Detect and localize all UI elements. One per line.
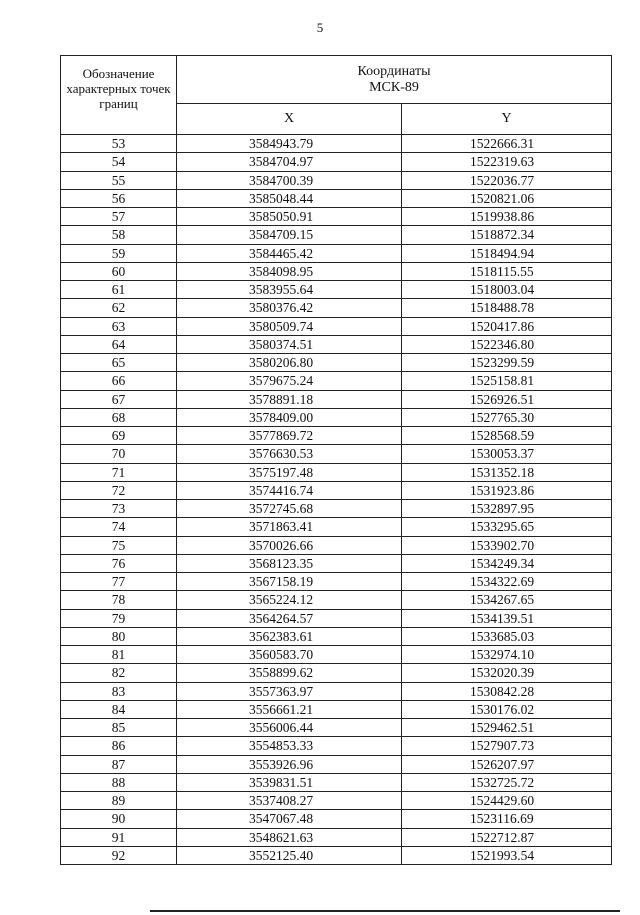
y-coordinate-cell: 1534267.65 [402,591,612,609]
table-row [61,281,612,299]
x-coordinate-cell: 3556006.44 [177,719,402,737]
point-number-cell: 59 [61,244,177,262]
table-row [61,244,612,262]
table-row [61,664,612,682]
coordinates-table [60,55,612,865]
x-coordinate-cell: 3558899.62 [177,664,402,682]
x-coordinate-cell: 3553926.96 [177,755,402,773]
y-coordinate-cell: 1531923.86 [402,481,612,499]
x-coordinate-cell: 3584465.42 [177,244,402,262]
table-row [61,208,612,226]
table-row [61,792,612,810]
y-coordinate-cell: 1518872.34 [402,226,612,244]
x-coordinate-cell: 3565224.12 [177,591,402,609]
point-number-cell: 66 [61,372,177,390]
point-number-cell: 65 [61,354,177,372]
y-coordinate-cell: 1532974.10 [402,646,612,664]
x-coordinate-cell: 3562383.61 [177,627,402,645]
table-row [61,627,612,645]
table-row [61,518,612,536]
y-coordinate-cell: 1518494.94 [402,244,612,262]
table-row [61,445,612,463]
table-row [61,773,612,791]
point-number-cell: 84 [61,700,177,718]
point-number-cell: 76 [61,554,177,572]
x-coordinate-cell: 3560583.70 [177,646,402,664]
y-coordinate-cell: 1522666.31 [402,135,612,153]
y-coordinate-cell: 1534139.51 [402,609,612,627]
point-number-cell: 57 [61,208,177,226]
point-number-cell: 72 [61,481,177,499]
point-number-cell: 81 [61,646,177,664]
point-number-cell: 58 [61,226,177,244]
x-coordinate-cell: 3580206.80 [177,354,402,372]
y-coordinate-cell: 1523299.59 [402,354,612,372]
y-coordinate-cell: 1532725.72 [402,773,612,791]
table-row [61,463,612,481]
point-number-cell: 89 [61,792,177,810]
x-coordinate-cell: 3580374.51 [177,335,402,353]
point-number-cell: 54 [61,153,177,171]
point-number-cell: 92 [61,846,177,864]
y-coordinate-cell: 1532020.39 [402,664,612,682]
x-coordinate-cell: 3577869.72 [177,427,402,445]
table-row [61,135,612,153]
table-row [61,153,612,171]
x-coordinate-cell: 3556661.21 [177,700,402,718]
x-coordinate-cell: 3568123.35 [177,554,402,572]
x-coordinate-cell: 3557363.97 [177,682,402,700]
table-row [61,481,612,499]
x-coordinate-cell: 3584098.95 [177,262,402,280]
x-coordinate-cell: 3585048.44 [177,189,402,207]
table-row [61,427,612,445]
y-coordinate-cell: 1531352.18 [402,463,612,481]
point-number-cell: 63 [61,317,177,335]
point-number-cell: 87 [61,755,177,773]
table-row [61,554,612,572]
x-coordinate-cell: 3572745.68 [177,500,402,518]
point-number-cell: 56 [61,189,177,207]
y-coordinate-cell: 1534322.69 [402,573,612,591]
point-number-cell: 70 [61,445,177,463]
y-coordinate-cell: 1521993.54 [402,846,612,864]
table-body [61,135,612,865]
x-coordinate-cell: 3554853.33 [177,737,402,755]
table-row [61,719,612,737]
table-row [61,536,612,554]
x-coordinate-cell: 3571863.41 [177,518,402,536]
table-row [61,189,612,207]
x-coordinate-cell: 3584943.79 [177,135,402,153]
coordinates-header-title: Координаты [357,63,431,79]
coordinates-header [177,56,612,104]
point-number-cell: 78 [61,591,177,609]
table-row [61,408,612,426]
point-number-cell: 68 [61,408,177,426]
y-coordinate-cell: 1527765.30 [402,408,612,426]
y-coordinate-cell: 1530176.02 [402,700,612,718]
y-coordinate-cell: 1522712.87 [402,828,612,846]
table-row [61,500,612,518]
table-row [61,609,612,627]
y-coordinate-cell: 1519938.86 [402,208,612,226]
x-coordinate-cell: 3552125.40 [177,846,402,864]
table-row [61,755,612,773]
table-row [61,171,612,189]
y-coordinate-cell: 1533295.65 [402,518,612,536]
point-number-cell: 73 [61,500,177,518]
x-coordinate-cell: 3564264.57 [177,609,402,627]
y-coordinate-cell: 1522346.80 [402,335,612,353]
table-row [61,828,612,846]
x-coordinate-cell: 3547067.48 [177,810,402,828]
x-coordinate-cell: 3584700.39 [177,171,402,189]
table-row [61,226,612,244]
table-row [61,354,612,372]
x-coordinate-cell: 3584709.15 [177,226,402,244]
designation-header: Обозначение характерных точек границ [61,56,177,135]
x-header: X [177,104,402,135]
y-coordinate-cell: 1528568.59 [402,427,612,445]
table-row [61,317,612,335]
x-coordinate-cell: 3580509.74 [177,317,402,335]
y-coordinate-cell: 1522319.63 [402,153,612,171]
table-row [61,390,612,408]
table-row [61,573,612,591]
point-number-cell: 82 [61,664,177,682]
table-row [61,299,612,317]
y-coordinate-cell: 1524429.60 [402,792,612,810]
table-row [61,846,612,864]
bottom-rule [150,910,620,912]
point-number-cell: 90 [61,810,177,828]
y-coordinate-cell: 1532897.95 [402,500,612,518]
y-coordinate-cell: 1530053.37 [402,445,612,463]
x-coordinate-cell: 3584704.97 [177,153,402,171]
y-header: Y [402,104,612,135]
y-coordinate-cell: 1518115.55 [402,262,612,280]
table-row [61,700,612,718]
point-number-cell: 88 [61,773,177,791]
point-number-cell: 53 [61,135,177,153]
y-coordinate-cell: 1533902.70 [402,536,612,554]
point-number-cell: 69 [61,427,177,445]
point-number-cell: 75 [61,536,177,554]
point-number-cell: 79 [61,609,177,627]
x-coordinate-cell: 3580376.42 [177,299,402,317]
x-coordinate-cell: 3578891.18 [177,390,402,408]
point-number-cell: 62 [61,299,177,317]
x-coordinate-cell: 3537408.27 [177,792,402,810]
y-coordinate-cell: 1533685.03 [402,627,612,645]
x-coordinate-cell: 3575197.48 [177,463,402,481]
point-number-cell: 55 [61,171,177,189]
x-coordinate-cell: 3585050.91 [177,208,402,226]
y-coordinate-cell: 1525158.81 [402,372,612,390]
y-coordinate-cell: 1534249.34 [402,554,612,572]
point-number-cell: 86 [61,737,177,755]
point-number-cell: 80 [61,627,177,645]
y-coordinate-cell: 1522036.77 [402,171,612,189]
table-header [61,56,612,135]
y-coordinate-cell: 1518488.78 [402,299,612,317]
table-row [61,591,612,609]
point-number-cell: 71 [61,463,177,481]
table-row [61,646,612,664]
y-coordinate-cell: 1520417.86 [402,317,612,335]
table-row [61,682,612,700]
coordinates-header-system: МСК-89 [369,79,419,95]
point-number-cell: 61 [61,281,177,299]
point-number-cell: 85 [61,719,177,737]
y-coordinate-cell: 1530842.28 [402,682,612,700]
page-number: 5 [316,20,324,35]
point-number-cell: 77 [61,573,177,591]
table-row [61,262,612,280]
point-number-cell: 83 [61,682,177,700]
x-coordinate-cell: 3576630.53 [177,445,402,463]
y-coordinate-cell: 1526926.51 [402,390,612,408]
x-coordinate-cell: 3574416.74 [177,481,402,499]
y-coordinate-cell: 1526207.97 [402,755,612,773]
table-row [61,810,612,828]
table-row [61,737,612,755]
x-coordinate-cell: 3567158.19 [177,573,402,591]
y-coordinate-cell: 1520821.06 [402,189,612,207]
y-coordinate-cell: 1527907.73 [402,737,612,755]
x-coordinate-cell: 3579675.24 [177,372,402,390]
point-number-cell: 91 [61,828,177,846]
x-coordinate-cell: 3578409.00 [177,408,402,426]
table-row [61,335,612,353]
y-coordinate-cell: 1523116.69 [402,810,612,828]
point-number-cell: 74 [61,518,177,536]
point-number-cell: 67 [61,390,177,408]
y-coordinate-cell: 1518003.04 [402,281,612,299]
x-coordinate-cell: 3539831.51 [177,773,402,791]
x-coordinate-cell: 3548621.63 [177,828,402,846]
x-coordinate-cell: 3583955.64 [177,281,402,299]
x-coordinate-cell: 3570026.66 [177,536,402,554]
point-number-cell: 60 [61,262,177,280]
point-number-cell: 64 [61,335,177,353]
y-coordinate-cell: 1529462.51 [402,719,612,737]
table-row [61,372,612,390]
